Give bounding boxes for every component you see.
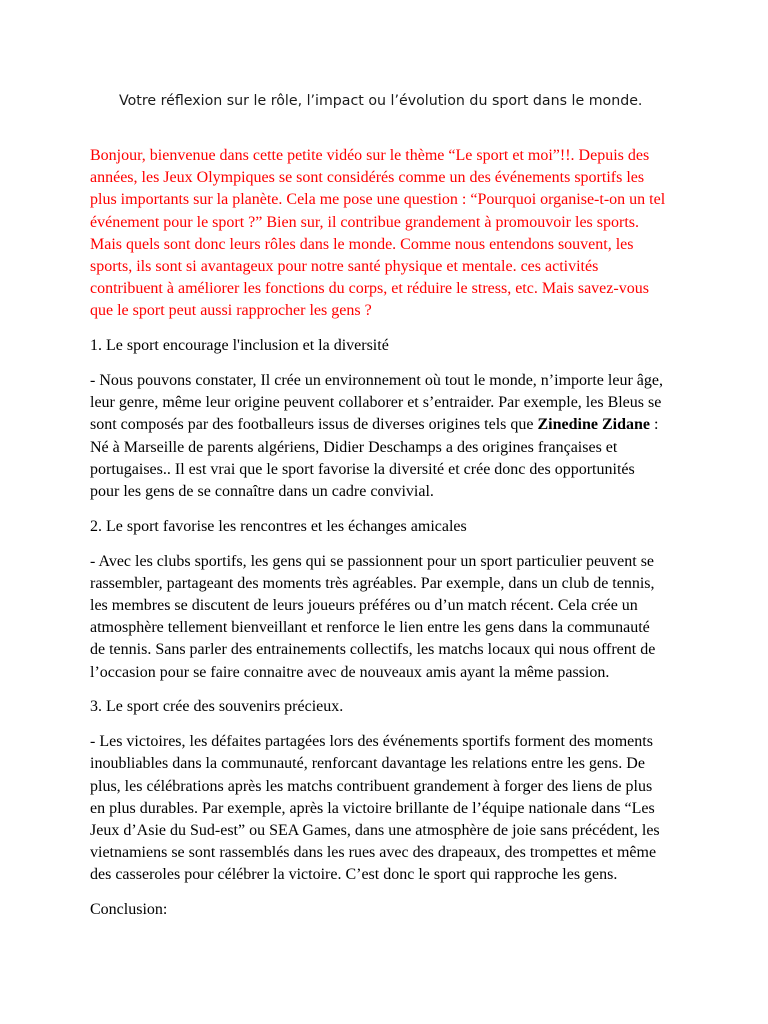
- section-1-paragraph: [90, 370, 690, 503]
- paragraph-line: - Nous pouvons constater, Il crée un environnement où tout le monde, n’importe leur âge,: [90, 372, 663, 390]
- intro-paragraph: [90, 145, 690, 323]
- paragraph-line: Né à Marseille de parents algériens, Didier Deschamps a des origines françaises et: [90, 438, 618, 456]
- section-1-heading: [90, 335, 690, 357]
- bold-name-zidane: Zinedine Zidane: [537, 416, 650, 434]
- intro-line: contribuent à améliorer les fonctions du corps, et réduire le stress, etc. Mais savez-vous: [90, 280, 649, 298]
- intro-line: plus importants sur la planète. Cela me pose une question : “Pourquoi organise-t-on un tel: [90, 191, 666, 209]
- paragraph-line: en plus durables. Par exemple, après la victoire brillante de l’équipe nationale dans “Les: [90, 799, 655, 817]
- section-3-heading: [90, 696, 690, 718]
- paragraph-line: les membres se discutent de leurs joueurs préféres ou d’un match récent. Cela crée un: [90, 597, 638, 615]
- paragraph-line: atmosphère tellement bienveillant et renforce le lien entre les gens dans la communauté: [90, 619, 650, 637]
- paragraph-line: de tennis. Sans parler des entrainements collectifs, les matchs locaux qui nous offrent de: [90, 641, 656, 659]
- paragraph-line: plus, les célébrations après les matchs contribuent grandement à forger des liens de plus: [90, 777, 653, 795]
- paragraph-line: l’occasion pour se faire connaitre avec de nouveaux amis ayant la même passion.: [90, 663, 610, 681]
- section-heading-text: 1. Le sport encourage l'inclusion et la diversité: [90, 337, 389, 355]
- paragraph-line: leur genre, même leur origine peuvent collaborer et s’entraider. Par exemple, les Bleus se: [90, 394, 662, 412]
- intro-line: années, les Jeux Olympiques se sont considérés comme un des événements sportifs les: [90, 169, 645, 187]
- paragraph-line: - Les victoires, les défaites partagées lors des événements sportifs forment des moments: [90, 733, 653, 751]
- paragraph-line-with-bold: [90, 414, 690, 436]
- paragraph-line: vietnamiens se sont rassemblés dans les rues avec des drapeaux, des trompettes et même: [90, 844, 657, 862]
- intro-line: Mais quels sont donc leurs rôles dans le monde. Comme nous entendons souvent, les: [90, 235, 634, 253]
- section-2-heading: [90, 516, 690, 538]
- paragraph-line: des casseroles pour célébrer la victoire. C’est donc le sport qui rapproche les gens.: [90, 866, 618, 884]
- intro-line: sports, ils sont si avantageux pour notre santé physique et mentale. ces activités: [90, 258, 599, 276]
- intro-line: Bonjour, bienvenue dans cette petite vidéo sur le thème “Le sport et moi”!!. Depuis des: [90, 147, 650, 164]
- paragraph-line: pour les gens de se connaître dans un cadre convivial.: [90, 483, 434, 501]
- conclusion-heading: [90, 899, 690, 921]
- intro-line: que le sport peut aussi rapprocher les gens ?: [90, 302, 372, 320]
- document-title: Votre réflexion sur le rôle, l’impact ou l’évolution du sport dans le monde.: [119, 93, 643, 109]
- intro-line: événement pour le sport ?” Bien sur, il contribue grandement à promouvoir les sports.: [90, 213, 639, 231]
- line-text: :: [649, 416, 659, 434]
- section-heading-text: 3. Le sport crée des souvenirs précieux.: [90, 698, 344, 716]
- paragraph-line: rassembler, partageant des moments très agréables. Par exemple, dans un club de tennis,: [90, 574, 655, 592]
- paragraph-line: portugaises.. Il est vrai que le sport favorise la diversité et crée donc des opportunités: [90, 460, 635, 478]
- paragraph-line: inoubliables dans la communauté, renforcant davantage les relations entre les gens. De: [90, 755, 645, 773]
- document-body: [90, 145, 690, 934]
- paragraph-line: Jeux d’Asie du Sud-est” ou SEA Games, dans une atmosphère de joie sans précédent, les: [90, 822, 660, 840]
- conclusion-heading-text: Conclusion:: [90, 901, 168, 919]
- line-text: sont composés par des footballeurs issus de diverses origines tels que: [90, 416, 538, 434]
- section-2-paragraph: [90, 551, 690, 684]
- paragraph-line: - Avec les clubs sportifs, les gens qui se passionnent pour un sport particulier peuvent se: [90, 552, 655, 570]
- section-3-paragraph: [90, 731, 690, 886]
- section-heading-text: 2. Le sport favorise les rencontres et les échanges amicales: [90, 517, 467, 535]
